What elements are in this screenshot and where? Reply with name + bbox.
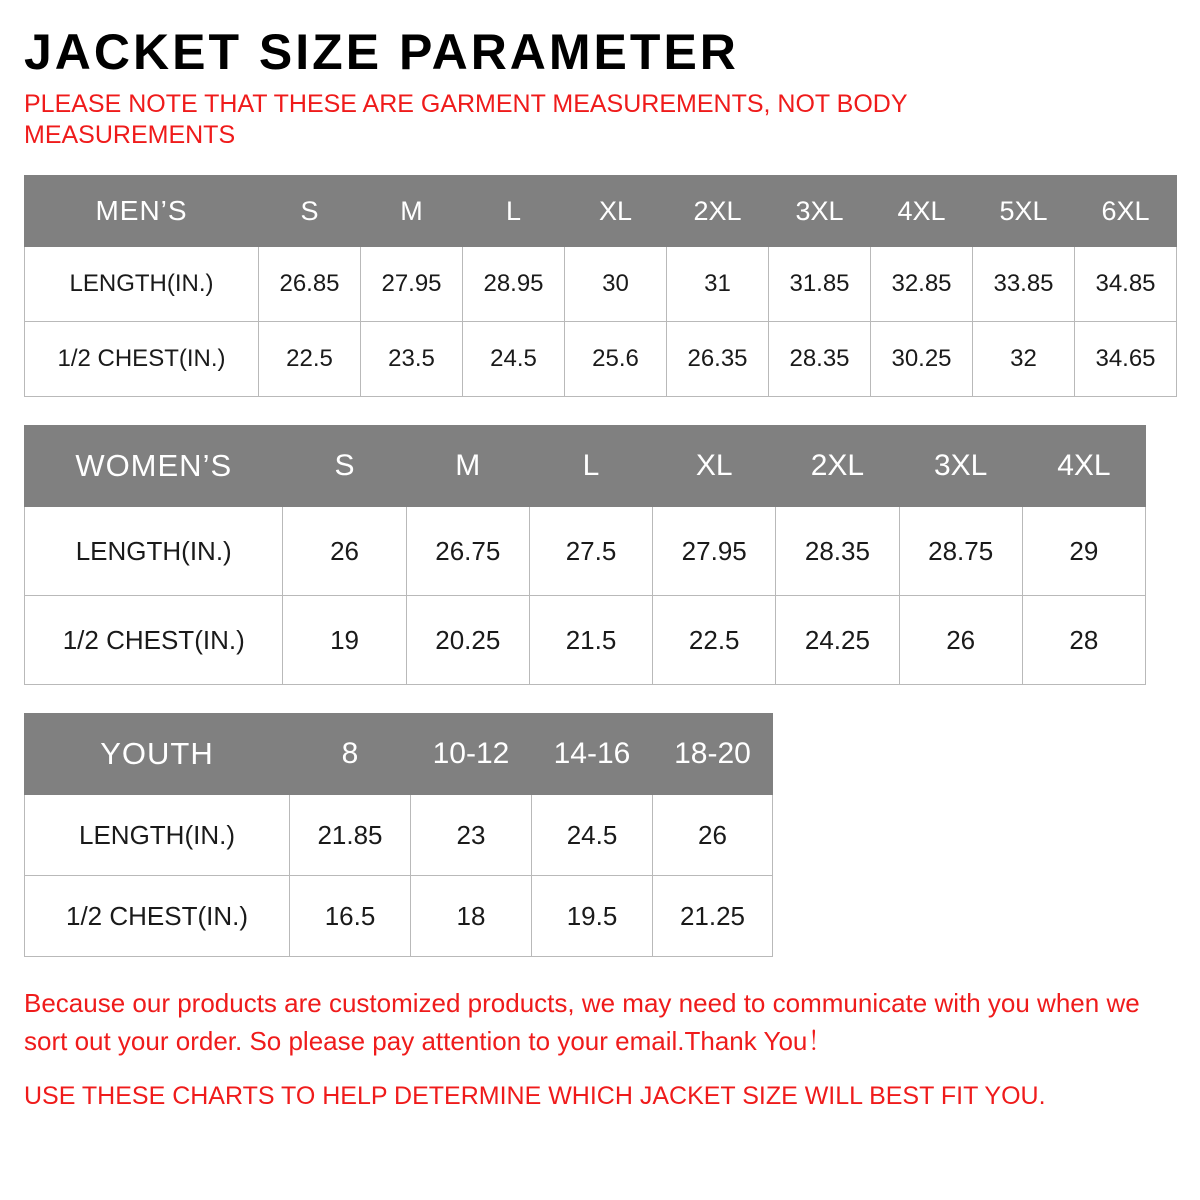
mens-chest-s: 22.5 — [259, 322, 361, 397]
womens-chest-4xl: 28 — [1022, 596, 1145, 685]
mens-length-4xl: 32.85 — [871, 247, 973, 322]
mens-chest-m: 23.5 — [361, 322, 463, 397]
mens-length-5xl: 33.85 — [973, 247, 1075, 322]
mens-length-xl: 30 — [565, 247, 667, 322]
mens-chest-4xl: 30.25 — [871, 322, 973, 397]
mens-size-5xl: 5XL — [973, 176, 1075, 247]
mens-length-l: 28.95 — [463, 247, 565, 322]
table-row — [25, 596, 1146, 685]
womens-size-4xl: 4XL — [1022, 426, 1145, 507]
womens-chest-xl: 22.5 — [653, 596, 776, 685]
table-row — [25, 322, 1177, 397]
youth-size-14-16: 14-16 — [532, 714, 653, 795]
table-header-row — [25, 714, 773, 795]
mens-length-m: 27.95 — [361, 247, 463, 322]
table-row — [25, 795, 773, 876]
table-row — [25, 507, 1146, 596]
table-header-row — [25, 426, 1146, 507]
youth-size-8: 8 — [290, 714, 411, 795]
youth-length-8: 21.85 — [290, 795, 411, 876]
womens-length-2xl: 28.35 — [776, 507, 899, 596]
womens-size-xl: XL — [653, 426, 776, 507]
womens-size-2xl: 2XL — [776, 426, 899, 507]
youth-length-18-20: 26 — [653, 795, 773, 876]
womens-length-xl: 27.95 — [653, 507, 776, 596]
mens-length-2xl: 31 — [667, 247, 769, 322]
womens-header-label: WOMEN’S — [25, 426, 283, 507]
table-header-row — [25, 176, 1177, 247]
womens-length-m: 26.75 — [406, 507, 529, 596]
womens-size-3xl: 3XL — [899, 426, 1022, 507]
womens-chest-3xl: 26 — [899, 596, 1022, 685]
youth-chest-14-16: 19.5 — [532, 876, 653, 957]
womens-chest-2xl: 24.25 — [776, 596, 899, 685]
youth-chest-10-12: 18 — [411, 876, 532, 957]
youth-chest-8: 16.5 — [290, 876, 411, 957]
mens-chest-5xl: 32 — [973, 322, 1075, 397]
mens-chest-label: 1/2 CHEST(IN.) — [25, 322, 259, 397]
womens-chest-m: 20.25 — [406, 596, 529, 685]
mens-size-table — [24, 175, 1177, 397]
chart-usage-notice: USE THESE CHARTS TO HELP DETERMINE WHICH JACKET SIZE WILL BEST FIT YOU. — [24, 1082, 1046, 1111]
customization-notice: Because our products are customized products, we may need to communicate with you when we sort out your order. So please pay attention to your email.Thank You！ — [24, 988, 1140, 1056]
youth-chest-18-20: 21.25 — [653, 876, 773, 957]
table-row — [25, 247, 1177, 322]
mens-size-s: S — [259, 176, 361, 247]
youth-header-label: YOUTH — [25, 714, 290, 795]
mens-size-m: M — [361, 176, 463, 247]
mens-length-3xl: 31.85 — [769, 247, 871, 322]
youth-size-10-12: 10-12 — [411, 714, 532, 795]
mens-chest-2xl: 26.35 — [667, 322, 769, 397]
womens-length-label: LENGTH(IN.) — [25, 507, 283, 596]
mens-size-2xl: 2XL — [667, 176, 769, 247]
page-title: JACKET SIZE PARAMETER — [24, 24, 739, 80]
womens-size-table — [24, 425, 1146, 685]
womens-size-m: M — [406, 426, 529, 507]
garment-measurement-note: PLEASE NOTE THAT THESE ARE GARMENT MEASUREMENTS, NOT BODY MEASUREMENTS — [24, 89, 908, 149]
youth-length-10-12: 23 — [411, 795, 532, 876]
womens-chest-s: 19 — [283, 596, 406, 685]
youth-length-14-16: 24.5 — [532, 795, 653, 876]
womens-size-l: L — [529, 426, 652, 507]
mens-size-3xl: 3XL — [769, 176, 871, 247]
womens-length-3xl: 28.75 — [899, 507, 1022, 596]
mens-length-s: 26.85 — [259, 247, 361, 322]
womens-chest-l: 21.5 — [529, 596, 652, 685]
mens-size-4xl: 4XL — [871, 176, 973, 247]
youth-length-label: LENGTH(IN.) — [25, 795, 290, 876]
mens-header-label: MEN’S — [25, 176, 259, 247]
womens-size-s: S — [283, 426, 406, 507]
mens-size-6xl: 6XL — [1075, 176, 1177, 247]
womens-length-4xl: 29 — [1022, 507, 1145, 596]
youth-size-table — [24, 713, 773, 957]
mens-length-6xl: 34.85 — [1075, 247, 1177, 322]
youth-size-18-20: 18-20 — [653, 714, 773, 795]
youth-chest-label: 1/2 CHEST(IN.) — [25, 876, 290, 957]
mens-length-label: LENGTH(IN.) — [25, 247, 259, 322]
mens-chest-l: 24.5 — [463, 322, 565, 397]
womens-length-s: 26 — [283, 507, 406, 596]
womens-length-l: 27.5 — [529, 507, 652, 596]
womens-chest-label: 1/2 CHEST(IN.) — [25, 596, 283, 685]
mens-size-xl: XL — [565, 176, 667, 247]
mens-size-l: L — [463, 176, 565, 247]
mens-chest-3xl: 28.35 — [769, 322, 871, 397]
table-row — [25, 876, 773, 957]
mens-chest-xl: 25.6 — [565, 322, 667, 397]
mens-chest-6xl: 34.65 — [1075, 322, 1177, 397]
